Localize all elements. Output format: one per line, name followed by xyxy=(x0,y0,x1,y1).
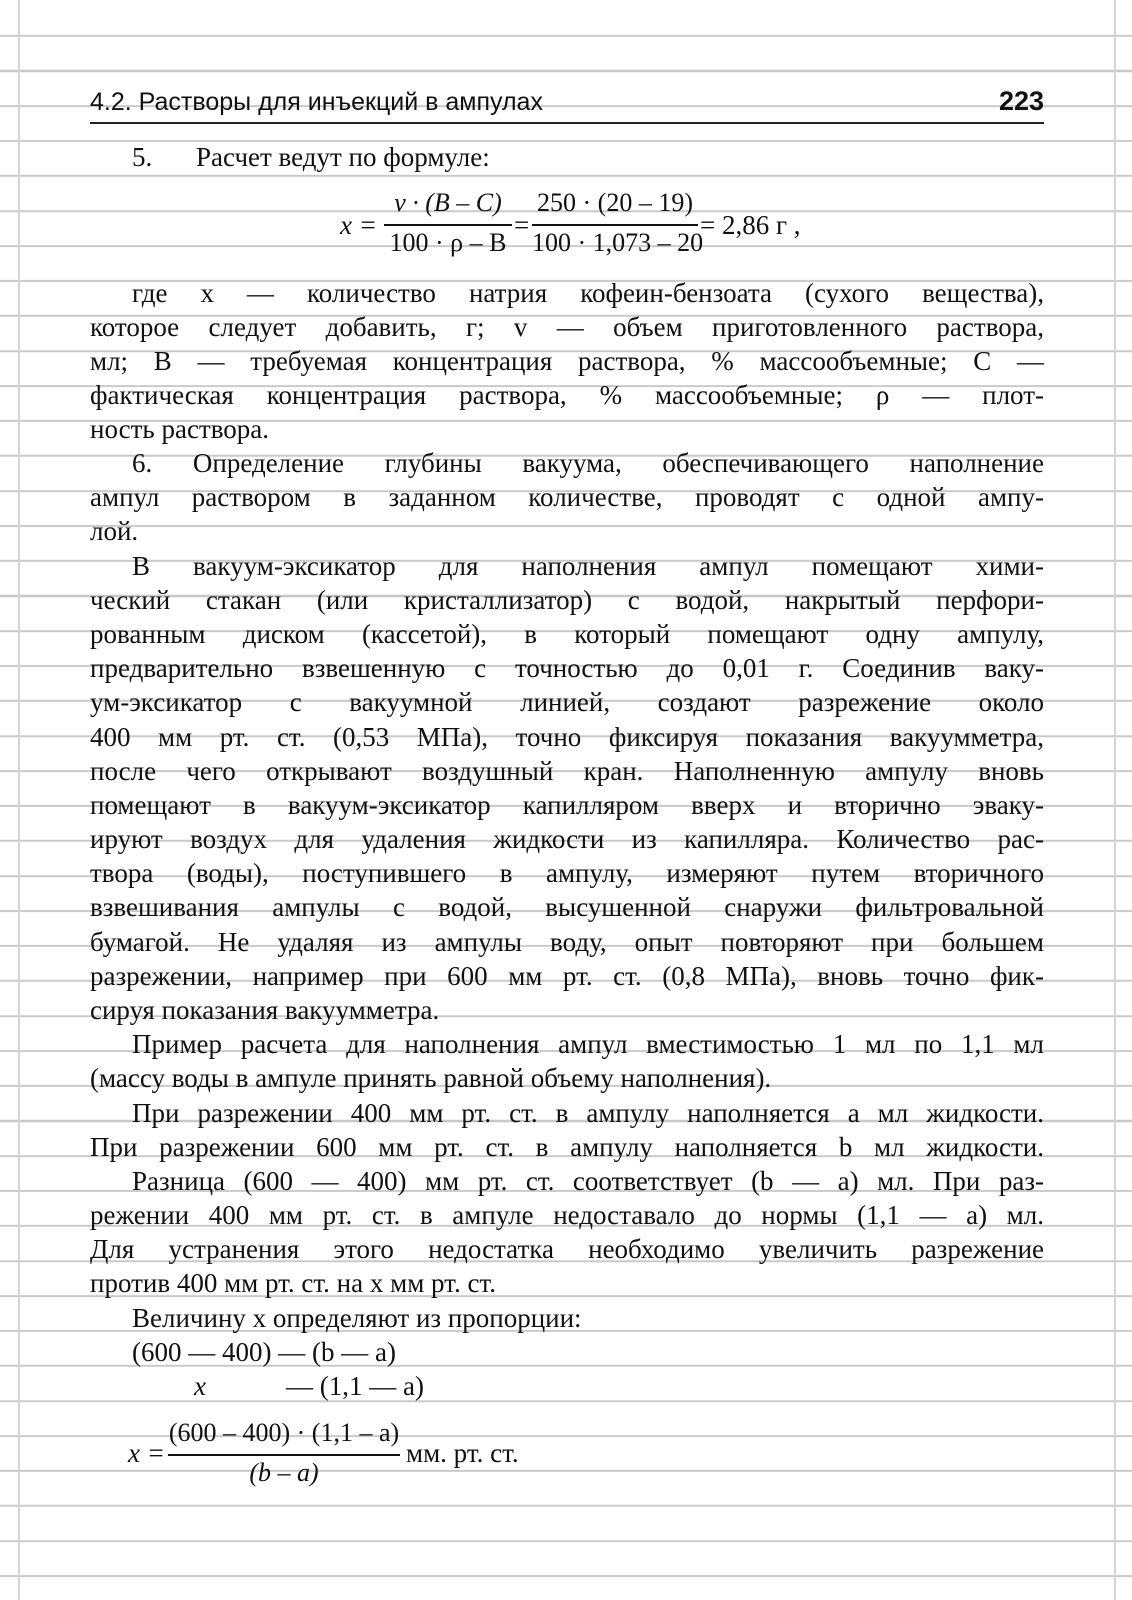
paragraph-400: При разрежении 400 мм рт. ст. в ампулу наполняется a мл жидкости. xyxy=(132,1098,1044,1128)
proportion-row-2-right: — (1,1 — a) xyxy=(286,1371,424,1401)
paragraph-vacuum-line: после чего открывают воздушный кран. Наполненную ампулу вновь xyxy=(90,756,1044,786)
formula-1-equals: = xyxy=(514,210,530,240)
paragraph-6-line: лой. xyxy=(90,516,139,546)
paragraph-6-line: 6. Определение глубины вакуума, обеспечивающего наполнение xyxy=(132,448,1044,478)
page-edge-left xyxy=(18,0,20,1600)
formula-1-fraction-bar-1 xyxy=(384,224,512,226)
paragraph-vacuum-line: ческий стакан (или кристаллизатор) с водой, накрытый перфори- xyxy=(90,585,1044,615)
formula-1-lhs: x = xyxy=(340,210,377,240)
paragraph-vacuum-line: ум-эксикатор с вакуумной линией, создают разрежение около xyxy=(90,687,1044,717)
formula-2-denominator: (b – a) xyxy=(249,1458,319,1487)
item-5-text: Расчет ведут по формуле: xyxy=(196,142,490,172)
paragraph-vacuum-line: предварительно взвешенную с точностью до 0,01 г. Соединив ваку- xyxy=(90,653,1044,683)
page-edge-right xyxy=(1114,0,1116,1600)
paragraph-difference-line: Разница (600 — 400) мм рт. ст. соответствует (b — a) мл. При раз- xyxy=(132,1166,1044,1196)
formula-1-result: = 2,86 г , xyxy=(700,210,801,240)
paragraph-vacuum-line: разрежении, например при 600 мм рт. ст. (0,8 МПа), вновь точно фик- xyxy=(90,961,1044,991)
paragraph-example-line: Пример расчета для наполнения ампул вместимостью 1 мл по 1,1 мл xyxy=(132,1029,1044,1059)
paragraph-difference-line: режении 400 мм рт. ст. в ампуле недоставало до нормы (1,1 — a) мл. xyxy=(90,1200,1044,1230)
formula-2-numerator: (600 – 400) · (1,1 – a) xyxy=(168,1418,400,1447)
running-header xyxy=(90,84,1044,124)
formula-2-lhs: x = xyxy=(128,1438,165,1468)
paragraph-vacuum-line: В вакуум-эксикатор для наполнения ампул помещают хими- xyxy=(132,551,1044,581)
formula-1-fraction-bar-2 xyxy=(532,224,698,226)
formula-1-numerator-1: v · (B – C) xyxy=(394,188,502,217)
page-number: 223 xyxy=(998,86,1044,116)
formula-1-denominator-2: 100 · 1,073 – 20 xyxy=(532,228,704,257)
paragraph-where-line: ность раствора. xyxy=(90,414,270,444)
proportion-row-1: (600 — 400) — (b — a) xyxy=(132,1337,396,1367)
paragraph-vacuum-line: сируя показания вакуумметра. xyxy=(90,995,440,1025)
formula-2-unit: мм. рт. ст. xyxy=(406,1438,519,1468)
paragraph-vacuum-line: рованным диском (кассетой), в который помещают одну ампулу, xyxy=(90,619,1044,649)
paragraph-example-line: (массу воды в ампуле принять равной объему наполнения). xyxy=(90,1063,772,1093)
section-title: 4.2. Растворы для инъекций в ампулах xyxy=(90,88,543,116)
paragraph-difference-line: против 400 мм рт. ст. на x мм рт. ст. xyxy=(90,1268,496,1298)
paragraph-where-line: фактическая концентрация раствора, % массообъемные; ρ — плот- xyxy=(90,380,1044,410)
paragraph-vacuum-line: взвешивания ампулы с водой, высушенной снаружи фильтровальной xyxy=(90,892,1044,922)
formula-2-fraction-bar xyxy=(168,1454,400,1456)
formula-1-denominator-1: 100 · ρ – B xyxy=(389,228,507,257)
paragraph-vacuum-line: бумагой. Не удаляя из ампулы воду, опыт повторяют при большем xyxy=(90,927,1044,957)
paragraph-6-line: ампул раствором в заданном количестве, проводят с одной ампу- xyxy=(90,482,1044,512)
paragraph-vacuum-line: 400 мм рт. ст. (0,53 МПа), точно фиксируя показания вакуумметра, xyxy=(90,722,1044,752)
paragraph-proportion: Величину х определяют из пропорции: xyxy=(132,1303,582,1333)
paragraph-where-line: которое следует добавить, г; v — объем приготовленного раствора, xyxy=(90,312,1044,342)
paragraph-where-line: где x — количество натрия кофеин-бензоата (сухого вещества), xyxy=(132,278,1044,308)
paragraph-difference-line: Для устранения этого недостатка необходимо увеличить разрежение xyxy=(90,1234,1044,1264)
paragraph-vacuum-line: помещают в вакуум-эксикатор капилляром вверх и вторично эваку- xyxy=(90,790,1044,820)
paragraph-vacuum-line: ируют воздух для удаления жидкости из капилляра. Количество рас- xyxy=(90,824,1044,854)
paragraph-where-line: мл; B — требуемая концентрация раствора, % массообъемные; C — xyxy=(90,346,1044,376)
formula-1-numerator-2: 250 · (20 – 19) xyxy=(537,188,693,217)
item-5-number: 5. xyxy=(132,142,153,172)
paragraph-600: При разрежении 600 мм рт. ст. в ампулу наполняется b мл жидкости. xyxy=(90,1132,1044,1162)
paragraph-vacuum-line: твора (воды), поступившего в ампулу, измеряют путем вторичного xyxy=(90,858,1044,888)
proportion-row-2-left: x xyxy=(194,1371,206,1401)
